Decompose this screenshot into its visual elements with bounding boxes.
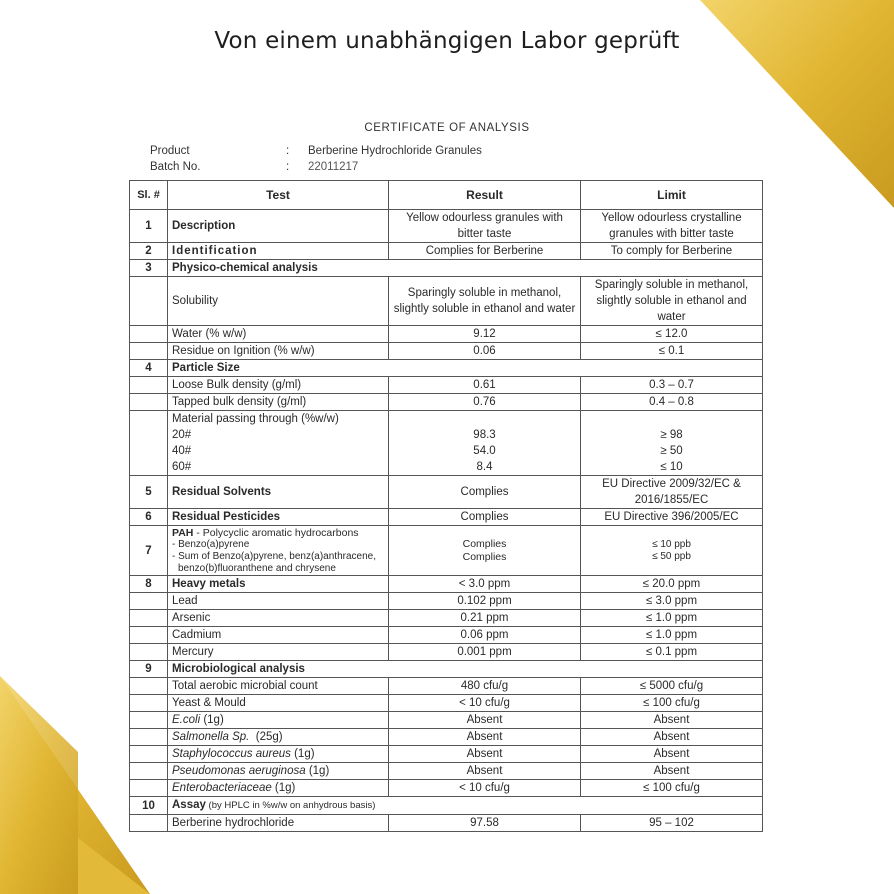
row-test xyxy=(168,780,389,797)
row-test: Yeast & Mould xyxy=(168,695,389,712)
header-sl: Sl. # xyxy=(130,181,168,210)
batch-label: Batch No. xyxy=(150,161,201,173)
row-limit: 95 – 102 xyxy=(581,815,763,832)
row-result: Sparingly soluble in methanol, slightly soluble in ethanol and water xyxy=(389,277,581,326)
table-row xyxy=(130,644,763,661)
page-headline: Von einem unabhängigen Labor geprüft xyxy=(214,28,680,54)
organism-name: Salmonella Sp. xyxy=(172,731,250,743)
table-row xyxy=(130,476,763,509)
row-limit: 0.4 – 0.8 xyxy=(581,394,763,411)
row-limit: ≤ 5000 cfu/g xyxy=(581,678,763,695)
row-result: 0.21 ppm xyxy=(389,610,581,627)
table-row xyxy=(130,729,763,746)
sample-size: (1g) xyxy=(200,714,224,726)
row-number: 8 xyxy=(130,576,168,593)
row-test: Water (% w/w) xyxy=(168,326,389,343)
product-label: Product xyxy=(150,145,190,157)
row-result: 480 cfu/g xyxy=(389,678,581,695)
organism-name: Enterobacteriaceae xyxy=(172,782,272,794)
row-result xyxy=(389,526,581,576)
table-row xyxy=(130,746,763,763)
product-value: Berberine Hydrochloride Granules xyxy=(308,145,482,157)
row-result xyxy=(389,411,581,476)
table-row xyxy=(130,593,763,610)
row-result: 97.58 xyxy=(389,815,581,832)
header-limit: Limit xyxy=(581,181,763,210)
row-result: 0.06 xyxy=(389,343,581,360)
organism-name: Pseudomonas aeruginosa xyxy=(172,765,306,777)
result-line: Complies xyxy=(462,537,507,550)
pah-sub: - Sum of Benzo(a)pyrene, benz(a)anthracene, xyxy=(172,550,376,562)
sample-size: (1g) xyxy=(305,765,330,777)
row-result: Absent xyxy=(389,729,581,746)
table-row xyxy=(130,526,763,576)
row-test: Description xyxy=(168,210,389,243)
pah-title-rest: - Polycyclic aromatic hydrocarbons xyxy=(193,526,359,539)
row-limit: 0.3 – 0.7 xyxy=(581,377,763,394)
result-line: 8.4 xyxy=(476,461,493,473)
pah-sub: benzo(b)fluoranthene and chrysene xyxy=(178,562,336,574)
row-limit: ≤ 0.1 xyxy=(581,343,763,360)
row-number: 4 xyxy=(130,360,168,377)
row-result: Absent xyxy=(389,746,581,763)
row-result: Absent xyxy=(389,712,581,729)
row-number: 7 xyxy=(130,526,168,576)
sample-size: (25g) xyxy=(249,731,283,743)
table-row xyxy=(130,627,763,644)
row-number: 5 xyxy=(130,476,168,509)
header-result: Result xyxy=(389,181,581,210)
row-result: < 10 cfu/g xyxy=(389,695,581,712)
result-line: 54.0 xyxy=(473,445,496,457)
row-limit: ≤ 20.0 ppm xyxy=(581,576,763,593)
result-line: Complies xyxy=(462,550,507,563)
analysis-table xyxy=(129,180,763,832)
row-limit: Sparingly soluble in methanol, slightly soluble in ethanol and water xyxy=(581,277,763,326)
sample-size: (1g) xyxy=(271,782,296,794)
table-section-row xyxy=(130,797,763,815)
table-row xyxy=(130,326,763,343)
table-section-row xyxy=(130,360,763,377)
row-limit: To comply for Berberine xyxy=(581,243,763,260)
row-test xyxy=(168,746,389,763)
row-test: Cadmium xyxy=(168,627,389,644)
row-limit: ≤ 1.0 ppm xyxy=(581,610,763,627)
row-limit: ≤ 100 cfu/g xyxy=(581,695,763,712)
row-test: Heavy metals xyxy=(168,576,389,593)
row-number: 1 xyxy=(130,210,168,243)
row-test: Tapped bulk density (g/ml) xyxy=(168,394,389,411)
limit-line: ≤ 50 ppb xyxy=(652,550,691,562)
table-row xyxy=(130,576,763,593)
row-number: 9 xyxy=(130,661,168,678)
limit-line: ≤ 10 xyxy=(660,461,683,473)
table-row xyxy=(130,243,763,260)
table-row xyxy=(130,277,763,326)
test-line: 20# xyxy=(172,429,192,441)
row-limit: ≤ 100 cfu/g xyxy=(581,780,763,797)
section-title xyxy=(168,797,763,815)
table-row xyxy=(130,610,763,627)
row-result: 0.102 ppm xyxy=(389,593,581,610)
row-result: Complies xyxy=(389,476,581,509)
table-row xyxy=(130,678,763,695)
section-title: Microbiological analysis xyxy=(168,661,763,678)
row-result: < 10 cfu/g xyxy=(389,780,581,797)
table-row xyxy=(130,780,763,797)
pah-sub: - Benzo(a)pyrene xyxy=(172,538,250,550)
row-test xyxy=(168,526,389,576)
table-row xyxy=(130,815,763,832)
batch-separator: : xyxy=(286,161,290,173)
row-limit: ≤ 12.0 xyxy=(581,326,763,343)
row-test xyxy=(168,411,389,476)
table-row xyxy=(130,695,763,712)
row-result: 0.76 xyxy=(389,394,581,411)
row-test: Identification xyxy=(168,243,389,260)
table-header-row xyxy=(130,181,763,210)
row-result: 0.06 ppm xyxy=(389,627,581,644)
row-number: 10 xyxy=(130,797,168,815)
row-test: Loose Bulk density (g/ml) xyxy=(168,377,389,394)
row-result: Complies xyxy=(389,509,581,526)
row-test: Lead xyxy=(168,593,389,610)
table-row xyxy=(130,712,763,729)
row-result: Absent xyxy=(389,763,581,780)
row-test xyxy=(168,729,389,746)
row-number: 6 xyxy=(130,509,168,526)
section-title: Physico-chemical analysis xyxy=(168,260,763,277)
organism-name: E.coli xyxy=(172,714,201,726)
row-test: Solubility xyxy=(168,277,389,326)
row-limit: Yellow odourless crystalline granules with bitter taste xyxy=(581,210,763,243)
row-limit: EU Directive 2009/32/EC & 2016/1855/EC xyxy=(581,476,763,509)
header-test: Test xyxy=(168,181,389,210)
section-title: Particle Size xyxy=(168,360,763,377)
test-line: 60# xyxy=(172,461,192,473)
row-result: < 3.0 ppm xyxy=(389,576,581,593)
row-test xyxy=(168,763,389,780)
assay-note: (by HPLC in %w/w on anhydrous basis) xyxy=(205,800,376,811)
row-test xyxy=(168,712,389,729)
table-row xyxy=(130,763,763,780)
row-limit: ≤ 3.0 ppm xyxy=(581,593,763,610)
row-limit xyxy=(581,526,763,576)
table-section-row xyxy=(130,260,763,277)
table-section-row xyxy=(130,661,763,678)
test-line: Material passing through (%w/w) xyxy=(172,413,339,425)
limit-line: ≥ 50 xyxy=(660,445,683,457)
test-line: 40# xyxy=(172,445,192,457)
row-result: 0.61 xyxy=(389,377,581,394)
row-limit: ≤ 0.1 ppm xyxy=(581,644,763,661)
table-row xyxy=(130,394,763,411)
organism-name: Staphylococcus aureus xyxy=(172,748,291,760)
row-limit: Absent xyxy=(581,763,763,780)
row-test: Residue on Ignition (% w/w) xyxy=(168,343,389,360)
limit-line: ≥ 98 xyxy=(660,429,683,441)
assay-title: Assay xyxy=(172,799,206,811)
row-test: Arsenic xyxy=(168,610,389,627)
row-result: 9.12 xyxy=(389,326,581,343)
sample-size: (1g) xyxy=(290,748,315,760)
row-test: Mercury xyxy=(168,644,389,661)
row-test: Residual Solvents xyxy=(168,476,389,509)
table-row xyxy=(130,343,763,360)
row-number: 3 xyxy=(130,260,168,277)
result-line: 98.3 xyxy=(473,429,496,441)
row-limit: Absent xyxy=(581,746,763,763)
table-row xyxy=(130,411,763,476)
row-test: Berberine hydrochloride xyxy=(168,815,389,832)
row-limit: Absent xyxy=(581,712,763,729)
row-result: Yellow odourless granules with bitter taste xyxy=(389,210,581,243)
limit-line: ≤ 10 ppb xyxy=(652,538,691,550)
product-separator: : xyxy=(286,145,290,157)
row-result: 0.001 ppm xyxy=(389,644,581,661)
table-row xyxy=(130,210,763,243)
row-test: Residual Pesticides xyxy=(168,509,389,526)
row-limit: EU Directive 396/2005/EC xyxy=(581,509,763,526)
table-row xyxy=(130,377,763,394)
row-limit: Absent xyxy=(581,729,763,746)
pah-title: PAH xyxy=(172,526,194,539)
row-test: Total aerobic microbial count xyxy=(168,678,389,695)
row-limit: ≤ 1.0 ppm xyxy=(581,627,763,644)
batch-value: 22011217 xyxy=(308,161,359,173)
row-limit xyxy=(581,411,763,476)
certificate-title: CERTIFICATE OF ANALYSIS xyxy=(364,122,530,134)
table-row xyxy=(130,509,763,526)
row-number: 2 xyxy=(130,243,168,260)
row-result: Complies for Berberine xyxy=(389,243,581,260)
